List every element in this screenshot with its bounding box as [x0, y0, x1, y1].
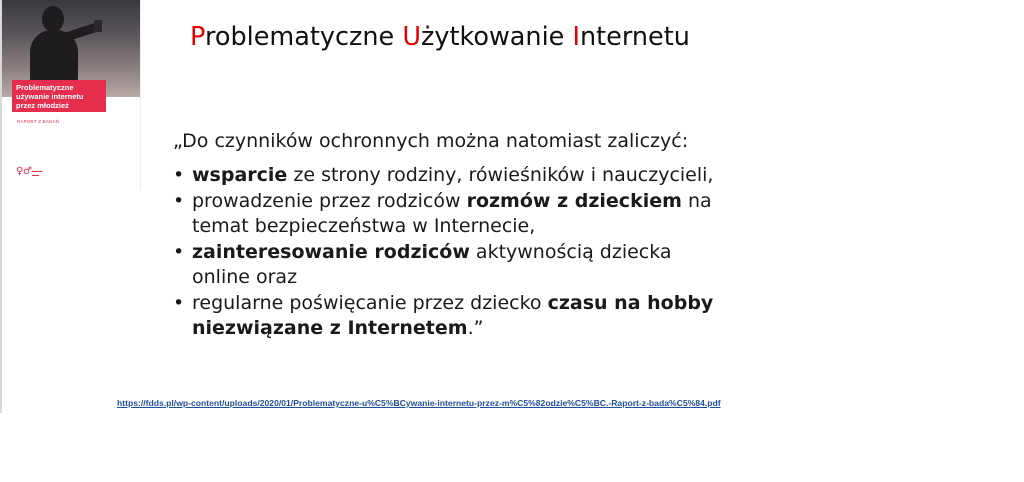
item-text: regularne poświęcanie przez dziecko — [192, 291, 548, 314]
fdds-logo — [16, 166, 50, 180]
title-word-rest: nternetu — [580, 22, 690, 52]
child-figure-icon: ♂ — [23, 166, 32, 177]
title-word-rest: roblematyczne — [204, 22, 403, 52]
cover-title-line: używanie internetu — [16, 92, 84, 101]
bold-phrase: wsparcie — [192, 164, 288, 186]
bold-phrase: zainteresowanie rodziców — [192, 240, 470, 263]
title-initial: P — [190, 22, 205, 52]
cover-title-box — [12, 80, 106, 112]
cover-title-line: przez młodzież — [16, 101, 69, 110]
title-initial: I — [572, 22, 581, 52]
phone-icon — [94, 20, 102, 32]
silhouette-head — [42, 6, 64, 32]
protective-factors-list — [173, 163, 733, 342]
slide-title — [190, 22, 690, 52]
source-link[interactable]: https://fdds.pl/wp-content/uploads/2020/01/Problematyczne-u%C5%BCywanie-internetu-przez-m%C5%82odzie%C5%BC.-Raport-z-bada%C5%84.pdf — [117, 398, 721, 408]
bold-phrase: czasu na hobby niezwiązane z Internetem — [192, 291, 714, 339]
list-item — [173, 189, 733, 240]
report-cover-thumbnail — [2, 0, 141, 190]
quote-intro: „Do czynników ochronnych można natomiast zaliczyć: — [173, 130, 689, 152]
item-text: prowadzenie przez rodziców — [192, 189, 467, 212]
child-figure-icon: ♀ — [16, 166, 24, 177]
item-text: aktywnością dziecka online oraz — [192, 240, 672, 288]
bold-phrase: rozmów z dzieckiem — [466, 189, 682, 212]
list-item — [173, 240, 733, 291]
logo-text: ▬▬▬ ▬▬ — [32, 169, 43, 177]
cover-title-line: Problematyczne — [16, 83, 74, 92]
title-word-rest: żytkowanie — [421, 22, 573, 52]
cover-subtitle: RAPORT Z BADAŃ — [17, 119, 60, 124]
item-text: ze strony rodziny, rówieśników i nauczycieli, — [287, 164, 714, 186]
item-text: na temat bezpieczeństwa w Internecie, — [192, 189, 712, 237]
list-item — [173, 291, 733, 342]
item-text: .” — [467, 317, 484, 339]
title-initial: U — [402, 22, 422, 52]
list-item — [173, 163, 733, 189]
